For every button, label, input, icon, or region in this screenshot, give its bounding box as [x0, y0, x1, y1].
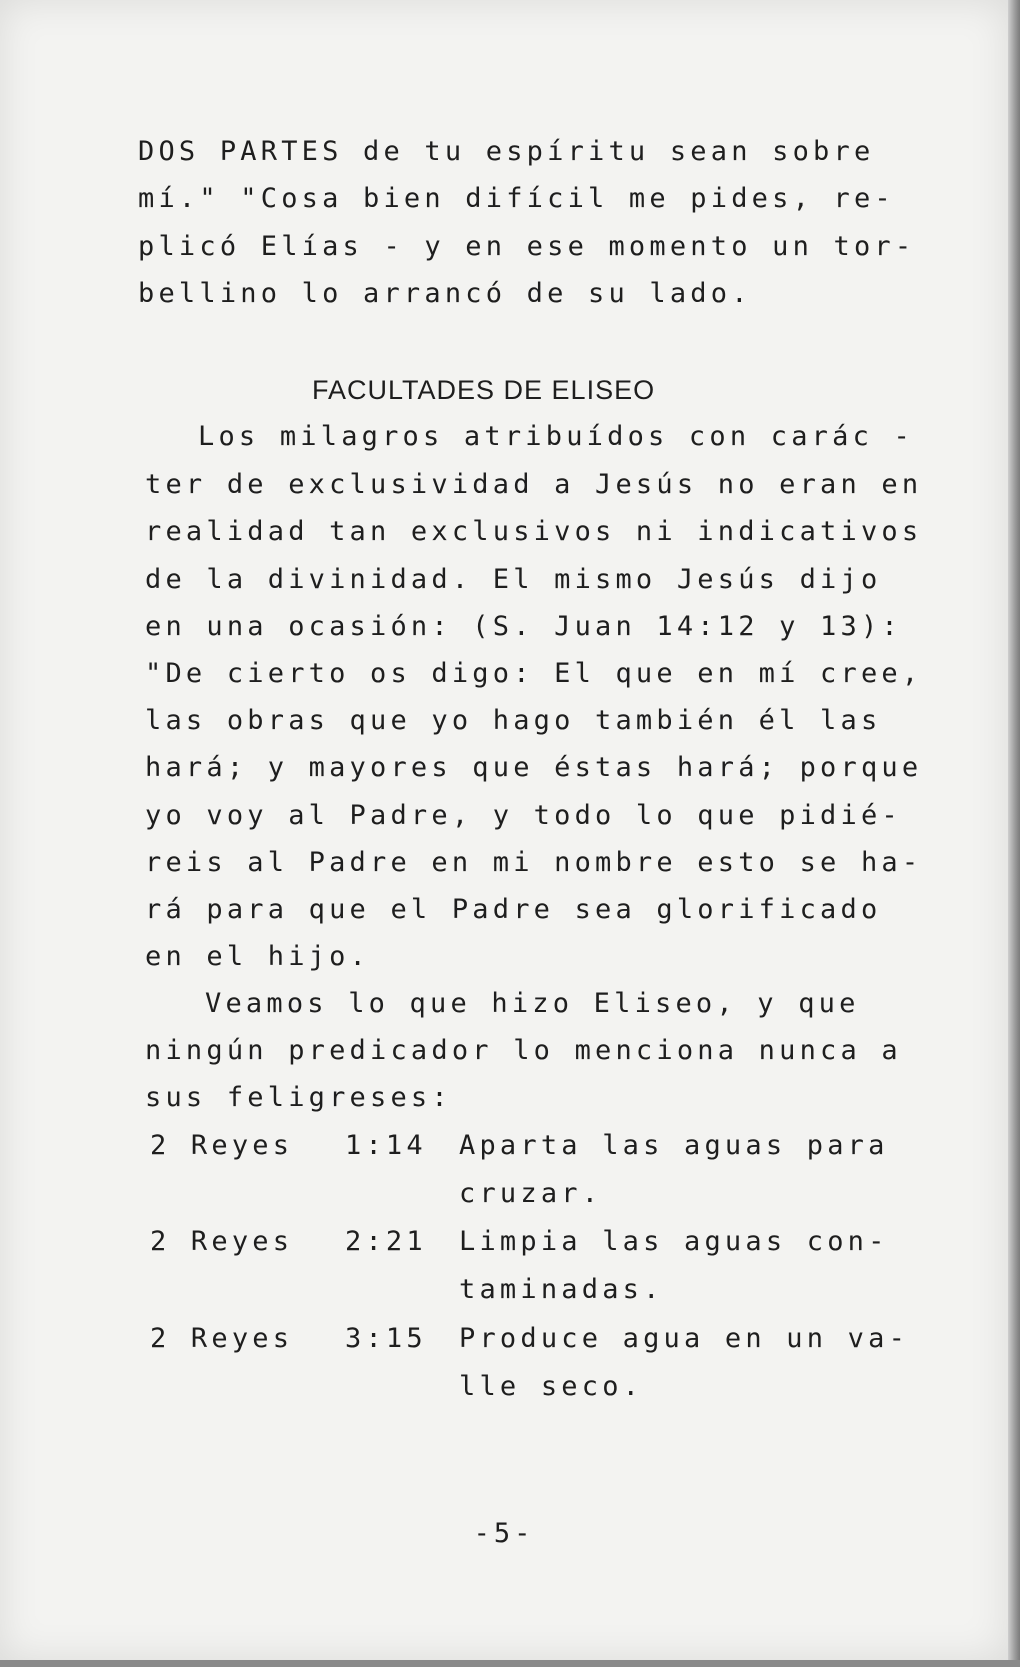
text-line: reis al Padre en mi nombre esto se ha- — [145, 847, 923, 878]
text-line: DOS PARTES de tu espíritu sean sobre — [138, 136, 875, 167]
page-number: -5- — [473, 1518, 535, 1549]
page-edge-shadow — [1008, 0, 1020, 1667]
page-edge-bottom — [0, 1660, 1020, 1667]
reference-book: 2 Reyes — [150, 1323, 294, 1354]
reference-verse: 1:14 — [345, 1130, 427, 1161]
text-line: de la divinidad. El mismo Jesús dijo — [145, 564, 882, 595]
text-line: plicó Elías - y en ese momento un tor- — [138, 231, 916, 262]
text-line: sus feligreses: — [145, 1082, 452, 1113]
text-line: Veamos lo que hizo Eliseo, y que — [205, 988, 860, 1019]
reference-description: Limpia las aguas con- — [459, 1226, 889, 1257]
reference-description-continued: lle seco. — [459, 1371, 644, 1402]
text-line: "De cierto os digo: El que en mí cree, — [145, 658, 923, 689]
reference-book: 2 Reyes — [150, 1226, 294, 1257]
text-line: realidad tan exclusivos ni indicativos — [145, 516, 923, 547]
reference-description: Aparta las aguas para — [459, 1130, 889, 1161]
text-line: rá para que el Padre sea glorificado — [145, 894, 882, 925]
text-line: yo voy al Padre, y todo lo que pidié- — [145, 800, 902, 831]
reference-description-continued: cruzar. — [459, 1178, 603, 1209]
text-line: Los milagros atribuídos con carác - — [198, 421, 914, 452]
text-line: bellino lo arrancó de su lado. — [138, 278, 752, 309]
text-line: ter de exclusividad a Jesús no eran en — [145, 469, 923, 500]
section-heading: FACULTADES DE ELISEO — [312, 375, 656, 405]
reference-book: 2 Reyes — [150, 1130, 294, 1161]
text-line: las obras que yo hago también él las — [145, 705, 882, 736]
text-line: ningún predicador lo menciona nunca a — [145, 1035, 902, 1066]
text-line: mí." "Cosa bien difícil me pides, re- — [138, 183, 895, 214]
text-line: en una ocasión: (S. Juan 14:12 y 13): — [145, 611, 902, 642]
text-line: hará; y mayores que éstas hará; porque — [145, 752, 923, 783]
reference-description-continued: taminadas. — [459, 1274, 664, 1305]
text-line: en el hijo. — [145, 941, 371, 972]
reference-description: Produce agua en un va- — [459, 1323, 910, 1354]
reference-verse: 3:15 — [345, 1323, 427, 1354]
reference-verse: 2:21 — [345, 1226, 427, 1257]
